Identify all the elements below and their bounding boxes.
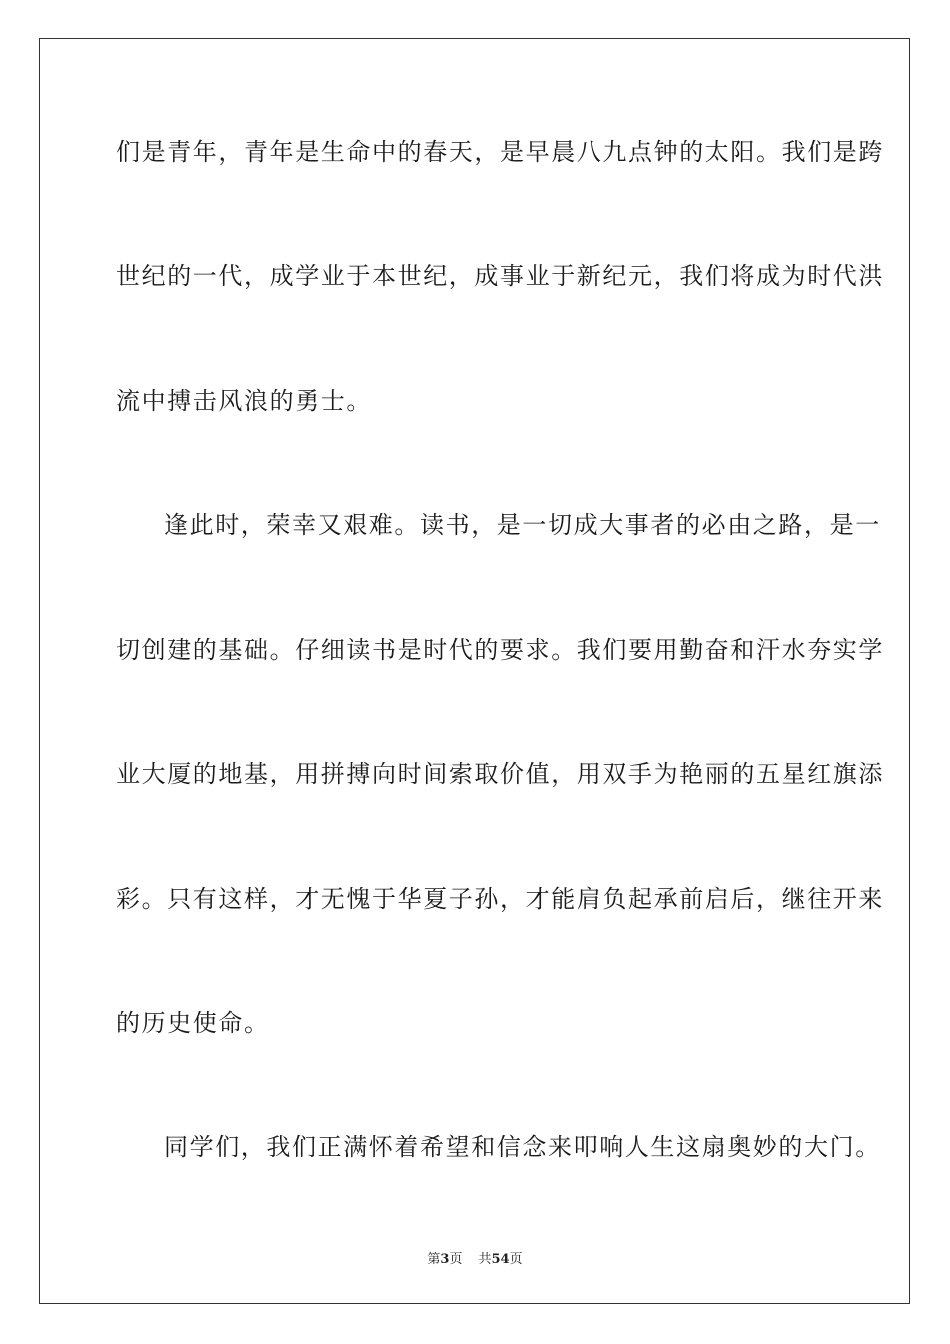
page-footer — [0, 1248, 950, 1267]
page-border — [39, 38, 910, 1304]
body-text-line-2: 世纪的一代，成学业于本世纪，成事业于新纪元，我们将成为时代洪 — [116, 262, 884, 290]
body-text-line-1: 们是青年，青年是生命中的春天，是早晨八九点钟的太阳。我们是跨 — [116, 138, 884, 166]
page-suffix: 页 — [449, 1252, 463, 1267]
page-prefix: 第 — [427, 1252, 441, 1267]
body-text-line-3: 流中搏击风浪的勇士。 — [116, 387, 372, 415]
body-text-line-8: 的历史使命。 — [116, 1009, 270, 1037]
total-pages: 54 — [491, 1252, 510, 1267]
body-text-line-6: 业大厦的地基，用拼搏向时间索取价值，用双手为艳丽的五星红旗添 — [116, 760, 884, 788]
body-text-line-9: 同学们，我们正满怀着希望和信念来叩响人生这扇奥妙的大门。 — [164, 1133, 881, 1161]
body-text-line-4: 逢此时，荣幸又艰难。读书，是一切成大事者的必由之路，是一 — [164, 511, 881, 539]
total-prefix: 共 — [478, 1252, 492, 1267]
page-number: 3 — [440, 1252, 450, 1267]
body-text-line-7: 彩。只有这样，才无愧于华夏子孙，才能肩负起承前启后，继往开来 — [116, 885, 884, 913]
total-suffix: 页 — [509, 1252, 523, 1267]
body-text-line-5: 切创建的基础。仔细读书是时代的要求。我们要用勤奋和汗水夯实学 — [116, 636, 884, 664]
